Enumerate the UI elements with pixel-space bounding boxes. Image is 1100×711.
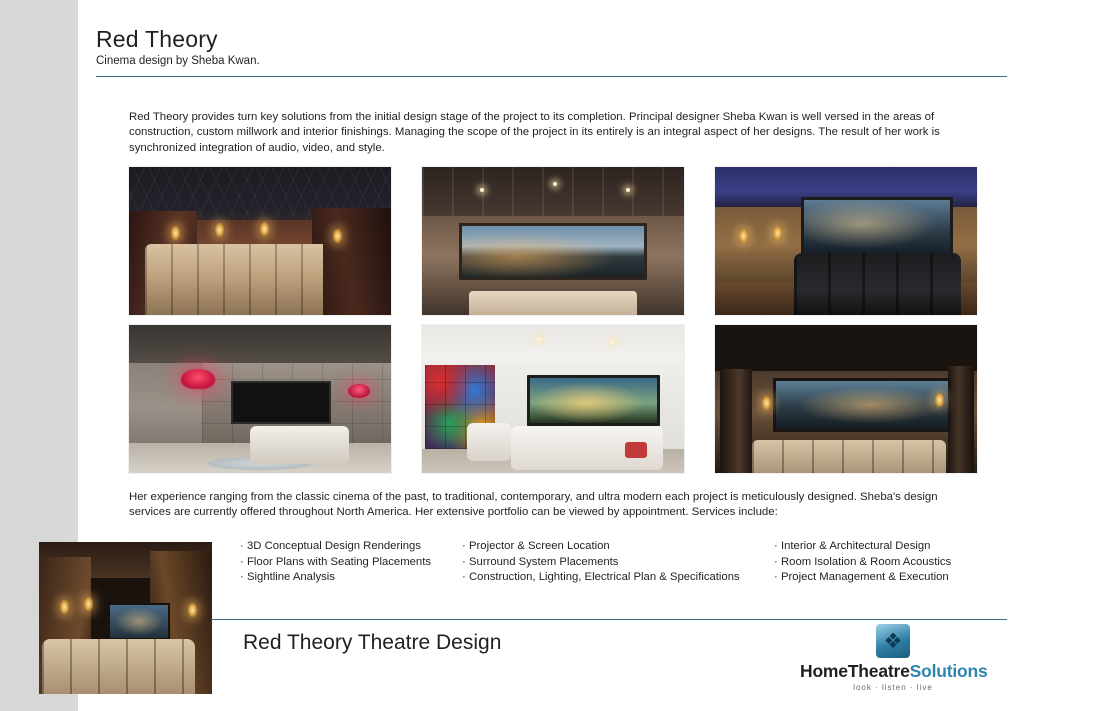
wall-sconce-icon	[215, 223, 224, 237]
service-item	[774, 539, 980, 555]
screen-content	[804, 200, 950, 253]
photo-art	[129, 325, 391, 473]
header-divider	[96, 76, 1007, 77]
service-item	[240, 555, 462, 571]
gallery-image-classic-cinema-red-cream-seating[interactable]	[129, 167, 391, 315]
ceiling	[422, 325, 684, 363]
bullet-icon: ·	[774, 571, 778, 584]
logo-word-primary: HomeTheatre	[800, 661, 910, 681]
ceiling	[422, 167, 684, 220]
service-label: 3D Conceptual Design Renderings	[247, 540, 421, 552]
wall-sconce-icon	[60, 600, 69, 614]
wall-sconce-icon	[333, 229, 342, 243]
services-column-2	[462, 539, 774, 586]
pendant-light-icon	[181, 369, 215, 389]
ceiling	[715, 325, 977, 375]
service-label: Project Management & Execution	[781, 571, 949, 584]
bullet-icon: ·	[462, 571, 466, 584]
gallery-image-traditional-theatre-wide-screen[interactable]	[422, 167, 684, 315]
photo-art	[422, 167, 684, 315]
projection-screen	[108, 603, 170, 640]
service-item	[462, 539, 774, 555]
gallery-row-2	[129, 325, 977, 473]
seating-row-front	[469, 291, 637, 315]
lounge-chair	[467, 423, 512, 461]
ceiling-light-icon	[480, 188, 484, 192]
wall-sconce-icon	[935, 393, 944, 407]
bullet-icon: ·	[774, 540, 778, 552]
logo-glyph-icon: ❖	[883, 629, 903, 653]
gallery-image-modern-theatre-blue-ceiling-recliners[interactable]	[715, 167, 977, 315]
bullet-icon: ·	[240, 540, 244, 552]
seating-row-front	[752, 440, 946, 473]
service-label: Projector & Screen Location	[469, 540, 610, 552]
title-block	[96, 26, 260, 68]
accent-pillow	[625, 442, 647, 458]
sofa	[250, 426, 350, 464]
gallery-image-ornate-ceiling-theatre-tiered-seating[interactable]	[715, 325, 977, 473]
wall-sconce-icon	[84, 597, 93, 611]
wall-column-left	[720, 369, 751, 473]
service-item	[774, 570, 980, 586]
seating-row-front	[145, 244, 323, 315]
seating-rows	[42, 639, 194, 694]
wall-column-right	[948, 366, 974, 473]
projection-screen	[459, 223, 648, 279]
wall-sconce-icon	[739, 229, 748, 243]
service-label: Surround System Placements	[469, 555, 619, 568]
mid-paragraph: Her experience ranging from the classic cinema of the past, to traditional, contemporary, and ultra modern each project is meticulously designed. Sheba's design services are currently offered throughout North America. Her extensive portfolio can be viewed by appointment. Services include:	[129, 491, 938, 519]
bottom-photo-theatre-interior-warm-tones[interactable]	[39, 542, 212, 694]
wall-sconce-icon	[171, 226, 180, 240]
service-item	[240, 539, 462, 555]
services-column-3	[774, 539, 980, 586]
services-column-1	[240, 539, 462, 586]
logo-word-accent: Solutions	[909, 661, 988, 681]
service-label: Interior & Architectural Design	[781, 540, 931, 552]
photo-art	[715, 325, 977, 473]
projection-screen	[527, 375, 661, 425]
ceiling-light-icon	[611, 340, 615, 344]
brand-logo[interactable]	[800, 624, 986, 692]
screen-content	[462, 226, 645, 276]
page-title: Red Theory	[96, 26, 218, 52]
bullet-icon: ·	[774, 555, 778, 568]
logo-tagline: look · listen · live	[853, 683, 933, 692]
bullet-icon: ·	[462, 540, 466, 552]
screen-content	[530, 378, 658, 422]
flat-screen-tv	[231, 381, 331, 423]
logo-wordmark	[800, 661, 986, 682]
service-item	[774, 555, 980, 571]
wall-sconce-icon	[762, 396, 771, 410]
service-item	[462, 570, 774, 586]
page-subtitle: Cinema design by Sheba Kwan.	[96, 55, 260, 67]
service-label: Construction, Lighting, Electrical Plan & Specifications	[469, 571, 740, 584]
projection-screen	[773, 378, 951, 431]
services-lists	[240, 539, 980, 586]
wall-sconce-icon	[188, 603, 197, 617]
gallery-row-1	[129, 167, 977, 315]
wall-sconce-icon	[260, 222, 269, 236]
service-label: Sightline Analysis	[247, 571, 335, 584]
wall-panel-right	[312, 208, 391, 315]
bullet-icon: ·	[240, 555, 244, 568]
photo-art	[422, 325, 684, 473]
screen-content	[110, 605, 168, 638]
service-label: Floor Plans with Seating Placements	[247, 555, 431, 568]
service-label: Room Isolation & Room Acoustics	[781, 555, 952, 568]
service-item	[462, 555, 774, 571]
screen-content	[776, 381, 948, 428]
gallery-image-white-modern-media-room-art-wall[interactable]	[422, 325, 684, 473]
image-gallery	[129, 167, 977, 473]
footer-divider	[211, 619, 1007, 620]
gallery-image-contemporary-grey-theatre-pendant-lights[interactable]	[129, 325, 391, 473]
logo-mark-icon	[876, 624, 910, 658]
footer-title: Red Theory Theatre Design	[243, 631, 502, 654]
bullet-icon: ·	[240, 571, 244, 584]
wall-sconce-icon	[773, 226, 782, 240]
intro-paragraph: Red Theory provides turn key solutions from the initial design stage of the project to its completion. Principal designer Sheba Kwan is well versed in the areas of construction, custom millwork and interior finishings. Managing the scope of the project in its entirely is an integral aspect of her designs. The result of her work is synchronized integration of audio, video, and style.	[129, 111, 940, 154]
ceiling-light-icon	[553, 182, 557, 186]
bullet-icon: ·	[462, 555, 466, 568]
projection-screen	[801, 197, 953, 256]
recliner-seating	[794, 253, 962, 315]
photo-art	[129, 167, 391, 315]
photo-art	[715, 167, 977, 315]
service-item	[240, 570, 462, 586]
